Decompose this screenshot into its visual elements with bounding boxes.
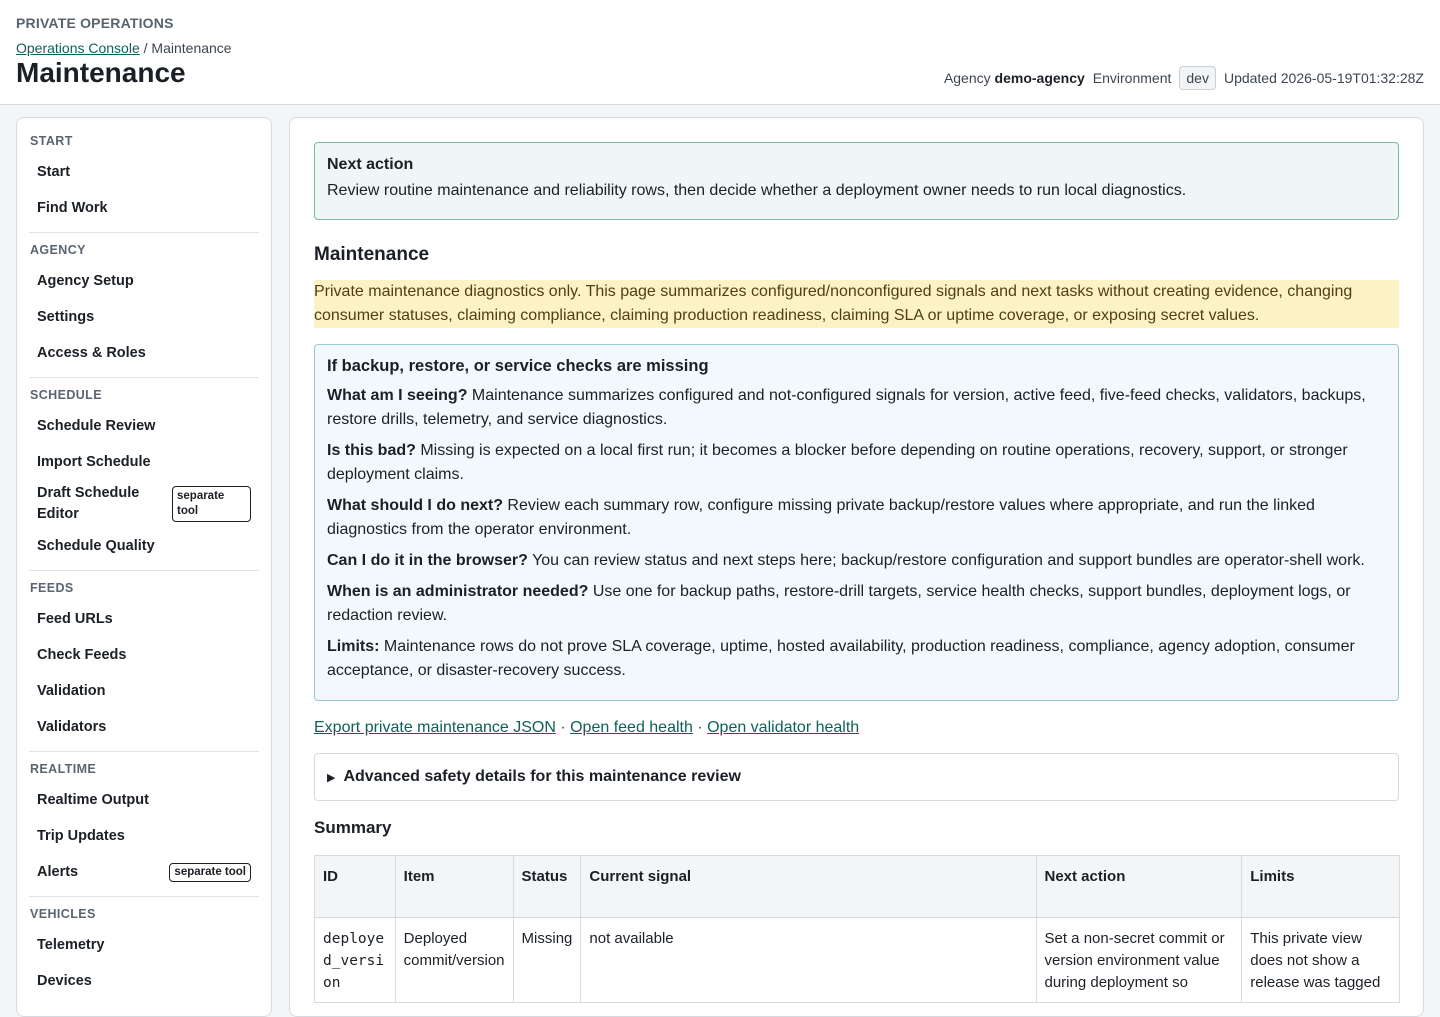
agency-label: Agency [943,70,991,86]
separate-tool-badge: separate tool [172,486,251,522]
nav-group-start [29,132,259,233]
cell-status: Missing [513,918,581,1003]
updated-timestamp: Updated 2026-05-19T01:32:28Z [1223,70,1424,86]
nav-heading: VEHICLES [30,907,96,921]
nav-group-vehicles [29,905,259,1005]
sidebar-item-schedule-review[interactable]: Schedule Review [37,417,156,434]
link-separator: · [555,719,571,736]
sidebar-item-start[interactable]: Start [37,163,71,180]
section-title: Maintenance [314,244,430,265]
table-header-row [315,856,1400,918]
column-header-current-signal: Current signal [581,856,1036,918]
environment-badge: dev [1179,66,1216,90]
header-meta [944,66,1424,90]
agency-value: demo-agency [994,70,1085,86]
nav-heading: START [30,134,73,148]
sidebar-item-alerts[interactable]: Alerts separate tool [29,854,259,890]
nav-group-feeds [29,579,259,752]
sidebar-item-agency-setup[interactable]: Agency Setup [37,272,134,289]
sidebar-item-schedule-quality[interactable]: Schedule Quality [37,537,155,554]
top-header [0,0,1440,105]
nav-heading: AGENCY [30,243,86,257]
missing-checks-help-box [314,344,1399,701]
column-header-status: Status [513,856,581,918]
nav-group-schedule [29,386,259,571]
help-item: Is this bad? Missing is expected on a local first run; it becomes a blocker before depending on routine operations, recovery, support, or stronger deployment claims. [327,442,1348,483]
validator-health-link[interactable]: Open validator health [707,719,860,736]
help-box-title: If backup, restore, or service checks are missing [327,357,709,375]
separate-tool-badge: separate tool [169,863,251,882]
help-item: What should I do next? Review each summary row, configure missing private backup/restore values where appropriate, and run the linked diagnostics from the operator environment. [327,497,1315,538]
column-header-next-action: Next action [1036,856,1242,918]
feed-health-link[interactable]: Open feed health [570,719,693,736]
breadcrumb [16,40,232,56]
column-header-limits: Limits [1242,856,1400,918]
breadcrumb-link-operations-console[interactable]: Operations Console [16,40,140,56]
sidebar-item-check-feeds[interactable]: Check Feeds [37,646,127,663]
main-content [289,117,1424,1017]
breadcrumb-current: Maintenance [151,40,232,56]
breadcrumb-separator: / [139,40,152,56]
sidebar-item-feed-urls[interactable]: Feed URLs [37,610,113,627]
nav-heading: FEEDS [30,581,74,595]
sidebar-item-import-schedule[interactable]: Import Schedule [37,453,151,470]
related-links [314,719,1399,737]
advanced-safety-details-toggle[interactable] [314,753,1399,801]
environment-label: Environment [1092,70,1172,86]
sidebar-item-realtime-output[interactable]: Realtime Output [37,791,149,808]
cell-current-signal: not available [581,918,1036,1003]
table-row [315,918,1400,1003]
help-item: Can I do it in the browser? You can review status and next steps here; backup/restore configuration and support bundles are operator-shell work. [327,552,1365,569]
sidebar-nav [16,117,272,1017]
cell-id: deployed_version [315,918,396,1003]
cell-next-action: Set a non-secret commit or version environment value during deployment so [1036,918,1242,1003]
cell-limits: This private view does not show a release was tagged [1242,918,1400,1003]
disclosure-triangle-icon: ▶ [327,771,336,784]
help-item: Limits: Maintenance rows do not prove SLA coverage, uptime, hosted availability, production readiness, compliance, agency adoption, consumer acceptance, or disaster-recovery success. [327,638,1355,679]
summary-title: Summary [314,818,392,837]
nav-heading: SCHEDULE [30,388,102,402]
next-action-title: Next action [327,156,414,173]
export-json-link[interactable]: Export private maintenance JSON [314,719,556,736]
diagnostics-warning: Private maintenance diagnostics only. This page summarizes configured/nonconfigured signals and next tasks without creating evidence, changing consumer statuses, claiming compliance, claiming production readiness, claiming SLA or uptime coverage, or exposing secret values. [314,280,1399,328]
sidebar-item-validators[interactable]: Validators [37,718,107,735]
sidebar-item-find-work[interactable]: Find Work [37,199,108,216]
details-summary-label: Advanced safety details for this maintenance review [343,768,741,785]
column-header-id: ID [315,856,396,918]
nav-group-realtime [29,760,259,897]
sidebar-item-draft-schedule-editor[interactable]: Draft Schedule Editor separate tool [29,480,259,528]
help-item: What am I seeing? Maintenance summarizes configured and not-configured signals for version, active feed, five-feed checks, validators, backups, restore drills, telemetry, and service diagnostics. [327,387,1366,428]
nav-group-agency [29,241,259,378]
cell-item: Deployed commit/version [395,918,513,1003]
sidebar-item-telemetry[interactable]: Telemetry [37,936,105,953]
column-header-item: Item [395,856,513,918]
eyebrow-label: PRIVATE OPERATIONS [16,15,174,31]
sidebar-item-validation[interactable]: Validation [37,682,106,699]
summary-table [314,855,1400,1003]
sidebar-item-access-roles[interactable]: Access & Roles [37,344,146,361]
next-action-text: Review routine maintenance and reliability rows, then decide whether a deployment owner needs to run local diagnostics. [327,182,1187,199]
sidebar-item-devices[interactable]: Devices [37,972,92,989]
link-separator: · [692,719,708,736]
help-item: When is an administrator needed? Use one for backup paths, restore-drill targets, service health checks, support bundles, deployment logs, or redaction review. [327,583,1351,624]
page-title: Maintenance [16,57,186,88]
sidebar-item-settings[interactable]: Settings [37,308,95,325]
sidebar-item-trip-updates[interactable]: Trip Updates [37,827,125,844]
nav-heading: REALTIME [30,762,97,776]
next-action-callout [314,142,1399,220]
